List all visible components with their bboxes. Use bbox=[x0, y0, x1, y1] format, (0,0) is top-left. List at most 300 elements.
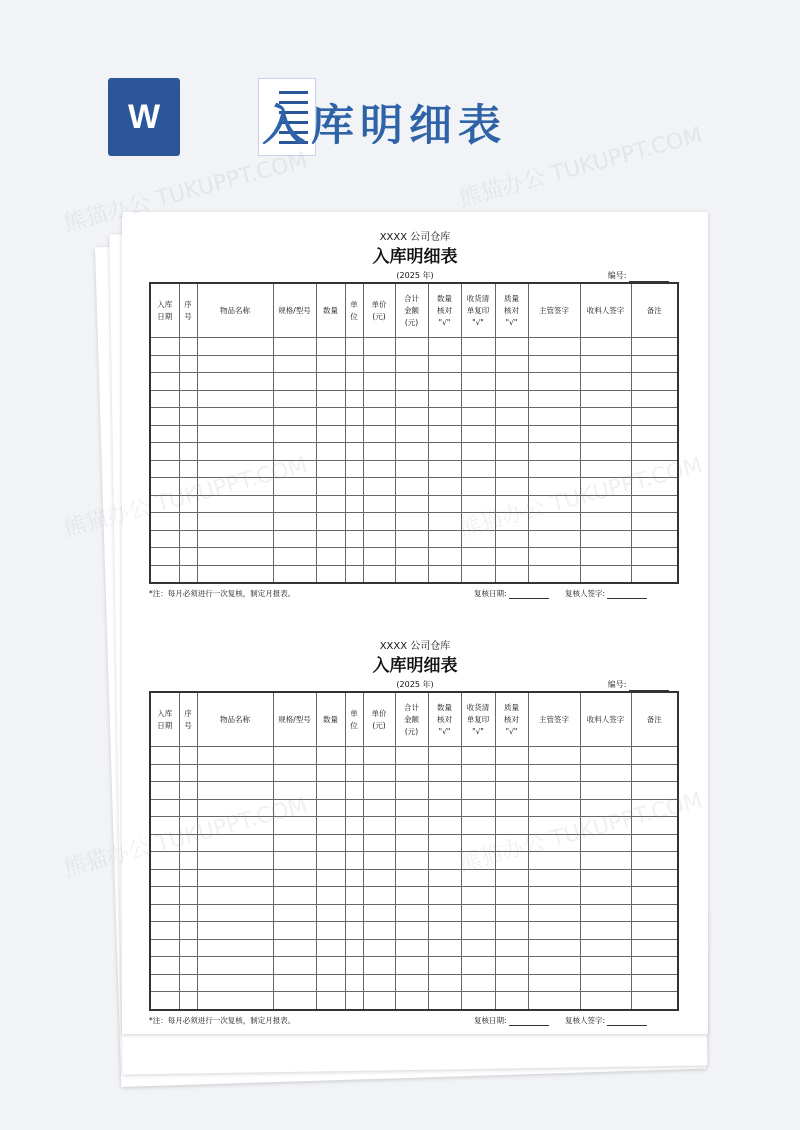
table-cell[interactable] bbox=[461, 992, 495, 1010]
table-cell[interactable] bbox=[580, 443, 631, 461]
table-cell[interactable] bbox=[495, 495, 528, 513]
table-cell[interactable] bbox=[363, 513, 395, 531]
table-cell[interactable] bbox=[273, 974, 316, 992]
table-cell[interactable] bbox=[273, 922, 316, 940]
table-cell[interactable] bbox=[150, 478, 179, 496]
table-cell[interactable] bbox=[316, 799, 345, 817]
table-cell[interactable] bbox=[345, 460, 363, 478]
serial-blank[interactable] bbox=[629, 681, 669, 691]
table-cell[interactable] bbox=[395, 747, 428, 765]
table-cell[interactable] bbox=[197, 869, 273, 887]
table-cell[interactable] bbox=[631, 834, 678, 852]
table-cell[interactable] bbox=[179, 373, 197, 391]
table-cell[interactable] bbox=[395, 443, 428, 461]
table-cell[interactable] bbox=[395, 957, 428, 975]
table-cell[interactable] bbox=[528, 852, 580, 870]
table-cell[interactable] bbox=[580, 922, 631, 940]
table-cell[interactable] bbox=[395, 869, 428, 887]
table-cell[interactable] bbox=[631, 530, 678, 548]
table-cell[interactable] bbox=[363, 530, 395, 548]
review-date-blank[interactable] bbox=[509, 1017, 549, 1026]
table-cell[interactable] bbox=[150, 513, 179, 531]
table-cell[interactable] bbox=[316, 887, 345, 905]
table-cell[interactable] bbox=[273, 939, 316, 957]
table-cell[interactable] bbox=[345, 390, 363, 408]
table-cell[interactable] bbox=[495, 408, 528, 426]
table-cell[interactable] bbox=[150, 764, 179, 782]
reviewer-signature-blank[interactable] bbox=[607, 590, 647, 599]
table-cell[interactable] bbox=[428, 495, 461, 513]
table-cell[interactable] bbox=[316, 513, 345, 531]
table-cell[interactable] bbox=[197, 922, 273, 940]
table-cell[interactable] bbox=[580, 460, 631, 478]
table-cell[interactable] bbox=[461, 565, 495, 583]
table-cell[interactable] bbox=[179, 565, 197, 583]
table-cell[interactable] bbox=[363, 390, 395, 408]
table-cell[interactable] bbox=[316, 408, 345, 426]
table-cell[interactable] bbox=[345, 922, 363, 940]
table-cell[interactable] bbox=[273, 338, 316, 356]
table-cell[interactable] bbox=[345, 425, 363, 443]
table-cell[interactable] bbox=[179, 747, 197, 765]
table-cell[interactable] bbox=[179, 974, 197, 992]
table-cell[interactable] bbox=[150, 799, 179, 817]
table-cell[interactable] bbox=[363, 939, 395, 957]
reviewer-signature-blank[interactable] bbox=[607, 1017, 647, 1026]
table-cell[interactable] bbox=[461, 922, 495, 940]
table-cell[interactable] bbox=[179, 782, 197, 800]
table-cell[interactable] bbox=[631, 495, 678, 513]
table-cell[interactable] bbox=[345, 530, 363, 548]
table-cell[interactable] bbox=[316, 390, 345, 408]
table-cell[interactable] bbox=[395, 495, 428, 513]
table-cell[interactable] bbox=[345, 764, 363, 782]
table-cell[interactable] bbox=[395, 460, 428, 478]
table-cell[interactable] bbox=[345, 495, 363, 513]
table-cell[interactable] bbox=[631, 443, 678, 461]
table-cell[interactable] bbox=[580, 852, 631, 870]
table-cell[interactable] bbox=[631, 355, 678, 373]
table-cell[interactable] bbox=[345, 887, 363, 905]
table-cell[interactable] bbox=[179, 390, 197, 408]
table-cell[interactable] bbox=[316, 747, 345, 765]
table-cell[interactable] bbox=[179, 443, 197, 461]
table-cell[interactable] bbox=[150, 834, 179, 852]
table-cell[interactable] bbox=[528, 834, 580, 852]
table-cell[interactable] bbox=[580, 373, 631, 391]
table-cell[interactable] bbox=[273, 355, 316, 373]
table-cell[interactable] bbox=[428, 852, 461, 870]
table-cell[interactable] bbox=[580, 887, 631, 905]
table-cell[interactable] bbox=[461, 957, 495, 975]
table-cell[interactable] bbox=[395, 922, 428, 940]
table-cell[interactable] bbox=[631, 747, 678, 765]
table-cell[interactable] bbox=[316, 478, 345, 496]
table-cell[interactable] bbox=[528, 887, 580, 905]
table-cell[interactable] bbox=[197, 565, 273, 583]
table-cell[interactable] bbox=[316, 495, 345, 513]
table-cell[interactable] bbox=[528, 460, 580, 478]
table-cell[interactable] bbox=[150, 939, 179, 957]
table-cell[interactable] bbox=[580, 338, 631, 356]
table-cell[interactable] bbox=[495, 782, 528, 800]
table-cell[interactable] bbox=[197, 747, 273, 765]
table-cell[interactable] bbox=[395, 817, 428, 835]
table-cell[interactable] bbox=[461, 974, 495, 992]
table-cell[interactable] bbox=[495, 373, 528, 391]
table-cell[interactable] bbox=[273, 869, 316, 887]
table-cell[interactable] bbox=[428, 904, 461, 922]
table-cell[interactable] bbox=[363, 922, 395, 940]
table-cell[interactable] bbox=[631, 974, 678, 992]
table-cell[interactable] bbox=[273, 782, 316, 800]
table-cell[interactable] bbox=[363, 992, 395, 1010]
table-cell[interactable] bbox=[495, 957, 528, 975]
table-cell[interactable] bbox=[363, 478, 395, 496]
table-cell[interactable] bbox=[345, 408, 363, 426]
table-cell[interactable] bbox=[428, 373, 461, 391]
table-cell[interactable] bbox=[528, 408, 580, 426]
table-cell[interactable] bbox=[528, 338, 580, 356]
table-cell[interactable] bbox=[428, 834, 461, 852]
table-cell[interactable] bbox=[580, 478, 631, 496]
table-cell[interactable] bbox=[631, 373, 678, 391]
table-cell[interactable] bbox=[197, 904, 273, 922]
table-cell[interactable] bbox=[316, 373, 345, 391]
table-cell[interactable] bbox=[428, 530, 461, 548]
table-cell[interactable] bbox=[150, 355, 179, 373]
table-cell[interactable] bbox=[461, 373, 495, 391]
table-cell[interactable] bbox=[179, 834, 197, 852]
table-cell[interactable] bbox=[631, 565, 678, 583]
table-cell[interactable] bbox=[631, 460, 678, 478]
table-cell[interactable] bbox=[179, 495, 197, 513]
table-cell[interactable] bbox=[363, 957, 395, 975]
table-cell[interactable] bbox=[495, 992, 528, 1010]
table-cell[interactable] bbox=[179, 939, 197, 957]
table-cell[interactable] bbox=[528, 373, 580, 391]
table-cell[interactable] bbox=[179, 992, 197, 1010]
table-cell[interactable] bbox=[150, 390, 179, 408]
table-cell[interactable] bbox=[345, 799, 363, 817]
table-cell[interactable] bbox=[428, 548, 461, 566]
table-cell[interactable] bbox=[273, 992, 316, 1010]
table-cell[interactable] bbox=[273, 799, 316, 817]
table-cell[interactable] bbox=[345, 373, 363, 391]
table-cell[interactable] bbox=[197, 852, 273, 870]
table-cell[interactable] bbox=[363, 834, 395, 852]
table-cell[interactable] bbox=[179, 957, 197, 975]
table-cell[interactable] bbox=[395, 513, 428, 531]
table-cell[interactable] bbox=[528, 425, 580, 443]
table-cell[interactable] bbox=[150, 530, 179, 548]
table-cell[interactable] bbox=[495, 443, 528, 461]
table-cell[interactable] bbox=[428, 974, 461, 992]
table-cell[interactable] bbox=[428, 869, 461, 887]
table-cell[interactable] bbox=[273, 460, 316, 478]
table-cell[interactable] bbox=[197, 782, 273, 800]
table-cell[interactable] bbox=[150, 408, 179, 426]
table-cell[interactable] bbox=[179, 460, 197, 478]
table-cell[interactable] bbox=[461, 904, 495, 922]
table-cell[interactable] bbox=[197, 443, 273, 461]
table-cell[interactable] bbox=[316, 974, 345, 992]
table-cell[interactable] bbox=[428, 338, 461, 356]
table-cell[interactable] bbox=[580, 495, 631, 513]
table-cell[interactable] bbox=[495, 478, 528, 496]
table-cell[interactable] bbox=[495, 764, 528, 782]
table-cell[interactable] bbox=[395, 355, 428, 373]
table-cell[interactable] bbox=[316, 922, 345, 940]
table-cell[interactable] bbox=[345, 548, 363, 566]
table-cell[interactable] bbox=[363, 799, 395, 817]
table-cell[interactable] bbox=[363, 425, 395, 443]
table-cell[interactable] bbox=[631, 764, 678, 782]
table-cell[interactable] bbox=[631, 922, 678, 940]
table-cell[interactable] bbox=[345, 957, 363, 975]
table-cell[interactable] bbox=[197, 957, 273, 975]
table-cell[interactable] bbox=[580, 817, 631, 835]
table-cell[interactable] bbox=[528, 355, 580, 373]
review-date-blank[interactable] bbox=[509, 590, 549, 599]
table-cell[interactable] bbox=[495, 939, 528, 957]
table-cell[interactable] bbox=[428, 887, 461, 905]
table-cell[interactable] bbox=[316, 992, 345, 1010]
table-cell[interactable] bbox=[528, 478, 580, 496]
table-cell[interactable] bbox=[197, 338, 273, 356]
table-cell[interactable] bbox=[197, 495, 273, 513]
table-cell[interactable] bbox=[528, 992, 580, 1010]
table-cell[interactable] bbox=[197, 390, 273, 408]
table-cell[interactable] bbox=[363, 373, 395, 391]
table-cell[interactable] bbox=[461, 460, 495, 478]
table-cell[interactable] bbox=[461, 425, 495, 443]
table-cell[interactable] bbox=[150, 957, 179, 975]
table-cell[interactable] bbox=[461, 548, 495, 566]
table-cell[interactable] bbox=[150, 460, 179, 478]
table-cell[interactable] bbox=[580, 992, 631, 1010]
table-cell[interactable] bbox=[461, 390, 495, 408]
table-cell[interactable] bbox=[580, 782, 631, 800]
table-cell[interactable] bbox=[197, 460, 273, 478]
table-cell[interactable] bbox=[428, 817, 461, 835]
table-cell[interactable] bbox=[395, 530, 428, 548]
table-cell[interactable] bbox=[345, 974, 363, 992]
table-cell[interactable] bbox=[428, 390, 461, 408]
table-cell[interactable] bbox=[150, 565, 179, 583]
table-cell[interactable] bbox=[316, 869, 345, 887]
table-cell[interactable] bbox=[273, 764, 316, 782]
table-cell[interactable] bbox=[495, 355, 528, 373]
table-cell[interactable] bbox=[316, 460, 345, 478]
table-cell[interactable] bbox=[197, 799, 273, 817]
table-cell[interactable] bbox=[363, 495, 395, 513]
table-cell[interactable] bbox=[495, 747, 528, 765]
table-cell[interactable] bbox=[631, 408, 678, 426]
table-cell[interactable] bbox=[428, 747, 461, 765]
table-cell[interactable] bbox=[345, 852, 363, 870]
table-cell[interactable] bbox=[528, 957, 580, 975]
table-cell[interactable] bbox=[273, 495, 316, 513]
table-cell[interactable] bbox=[363, 904, 395, 922]
table-cell[interactable] bbox=[495, 799, 528, 817]
table-cell[interactable] bbox=[316, 338, 345, 356]
table-cell[interactable] bbox=[461, 799, 495, 817]
table-cell[interactable] bbox=[528, 443, 580, 461]
table-cell[interactable] bbox=[528, 548, 580, 566]
table-cell[interactable] bbox=[150, 425, 179, 443]
table-cell[interactable] bbox=[316, 904, 345, 922]
table-cell[interactable] bbox=[179, 852, 197, 870]
table-cell[interactable] bbox=[395, 834, 428, 852]
table-cell[interactable] bbox=[461, 887, 495, 905]
table-cell[interactable] bbox=[395, 565, 428, 583]
table-cell[interactable] bbox=[316, 764, 345, 782]
table-cell[interactable] bbox=[461, 355, 495, 373]
table-cell[interactable] bbox=[631, 939, 678, 957]
table-cell[interactable] bbox=[631, 852, 678, 870]
table-cell[interactable] bbox=[528, 782, 580, 800]
table-cell[interactable] bbox=[150, 782, 179, 800]
table-cell[interactable] bbox=[273, 408, 316, 426]
table-cell[interactable] bbox=[345, 939, 363, 957]
table-cell[interactable] bbox=[631, 869, 678, 887]
table-cell[interactable] bbox=[395, 425, 428, 443]
table-cell[interactable] bbox=[345, 565, 363, 583]
table-cell[interactable] bbox=[273, 904, 316, 922]
table-cell[interactable] bbox=[345, 478, 363, 496]
table-cell[interactable] bbox=[495, 887, 528, 905]
table-cell[interactable] bbox=[316, 834, 345, 852]
table-cell[interactable] bbox=[631, 513, 678, 531]
table-cell[interactable] bbox=[428, 355, 461, 373]
table-cell[interactable] bbox=[316, 443, 345, 461]
table-cell[interactable] bbox=[150, 373, 179, 391]
table-cell[interactable] bbox=[197, 355, 273, 373]
table-cell[interactable] bbox=[345, 992, 363, 1010]
table-cell[interactable] bbox=[631, 957, 678, 975]
table-cell[interactable] bbox=[580, 565, 631, 583]
table-cell[interactable] bbox=[179, 764, 197, 782]
table-cell[interactable] bbox=[495, 513, 528, 531]
table-cell[interactable] bbox=[428, 799, 461, 817]
table-cell[interactable] bbox=[179, 869, 197, 887]
table-cell[interactable] bbox=[363, 460, 395, 478]
table-cell[interactable] bbox=[316, 817, 345, 835]
table-cell[interactable] bbox=[631, 817, 678, 835]
table-cell[interactable] bbox=[197, 408, 273, 426]
table-cell[interactable] bbox=[495, 817, 528, 835]
table-cell[interactable] bbox=[395, 904, 428, 922]
table-cell[interactable] bbox=[197, 974, 273, 992]
table-cell[interactable] bbox=[461, 834, 495, 852]
table-cell[interactable] bbox=[273, 443, 316, 461]
table-cell[interactable] bbox=[461, 747, 495, 765]
table-cell[interactable] bbox=[528, 764, 580, 782]
table-cell[interactable] bbox=[150, 904, 179, 922]
table-cell[interactable] bbox=[273, 390, 316, 408]
table-cell[interactable] bbox=[631, 799, 678, 817]
table-cell[interactable] bbox=[273, 513, 316, 531]
table-cell[interactable] bbox=[363, 869, 395, 887]
table-cell[interactable] bbox=[580, 408, 631, 426]
table-cell[interactable] bbox=[345, 747, 363, 765]
table-cell[interactable] bbox=[316, 530, 345, 548]
table-cell[interactable] bbox=[395, 799, 428, 817]
table-cell[interactable] bbox=[197, 939, 273, 957]
table-cell[interactable] bbox=[273, 548, 316, 566]
table-cell[interactable] bbox=[528, 799, 580, 817]
table-cell[interactable] bbox=[316, 852, 345, 870]
table-cell[interactable] bbox=[395, 992, 428, 1010]
table-cell[interactable] bbox=[528, 530, 580, 548]
table-cell[interactable] bbox=[150, 443, 179, 461]
table-cell[interactable] bbox=[363, 817, 395, 835]
table-cell[interactable] bbox=[631, 425, 678, 443]
table-cell[interactable] bbox=[179, 513, 197, 531]
table-cell[interactable] bbox=[363, 782, 395, 800]
table-cell[interactable] bbox=[528, 495, 580, 513]
table-cell[interactable] bbox=[345, 869, 363, 887]
table-cell[interactable] bbox=[150, 869, 179, 887]
table-cell[interactable] bbox=[273, 425, 316, 443]
table-cell[interactable] bbox=[273, 834, 316, 852]
table-cell[interactable] bbox=[495, 904, 528, 922]
table-cell[interactable] bbox=[461, 782, 495, 800]
table-cell[interactable] bbox=[495, 852, 528, 870]
table-cell[interactable] bbox=[428, 425, 461, 443]
table-cell[interactable] bbox=[580, 530, 631, 548]
table-cell[interactable] bbox=[273, 747, 316, 765]
table-cell[interactable] bbox=[395, 478, 428, 496]
table-cell[interactable] bbox=[363, 974, 395, 992]
table-cell[interactable] bbox=[363, 887, 395, 905]
table-cell[interactable] bbox=[395, 852, 428, 870]
table-cell[interactable] bbox=[580, 834, 631, 852]
table-cell[interactable] bbox=[631, 478, 678, 496]
table-cell[interactable] bbox=[580, 513, 631, 531]
table-cell[interactable] bbox=[428, 939, 461, 957]
table-cell[interactable] bbox=[197, 513, 273, 531]
table-cell[interactable] bbox=[179, 425, 197, 443]
table-cell[interactable] bbox=[179, 530, 197, 548]
table-cell[interactable] bbox=[428, 782, 461, 800]
table-cell[interactable] bbox=[363, 565, 395, 583]
table-cell[interactable] bbox=[461, 495, 495, 513]
table-cell[interactable] bbox=[528, 939, 580, 957]
table-cell[interactable] bbox=[345, 355, 363, 373]
table-cell[interactable] bbox=[197, 764, 273, 782]
table-cell[interactable] bbox=[179, 887, 197, 905]
table-cell[interactable] bbox=[150, 338, 179, 356]
table-cell[interactable] bbox=[179, 799, 197, 817]
table-cell[interactable] bbox=[428, 460, 461, 478]
table-cell[interactable] bbox=[495, 530, 528, 548]
table-cell[interactable] bbox=[395, 974, 428, 992]
table-cell[interactable] bbox=[150, 992, 179, 1010]
table-cell[interactable] bbox=[150, 852, 179, 870]
table-cell[interactable] bbox=[461, 852, 495, 870]
table-cell[interactable] bbox=[150, 887, 179, 905]
table-cell[interactable] bbox=[631, 782, 678, 800]
table-cell[interactable] bbox=[495, 425, 528, 443]
table-cell[interactable] bbox=[197, 530, 273, 548]
table-cell[interactable] bbox=[461, 443, 495, 461]
table-cell[interactable] bbox=[150, 817, 179, 835]
table-cell[interactable] bbox=[179, 904, 197, 922]
table-cell[interactable] bbox=[273, 478, 316, 496]
table-cell[interactable] bbox=[316, 939, 345, 957]
